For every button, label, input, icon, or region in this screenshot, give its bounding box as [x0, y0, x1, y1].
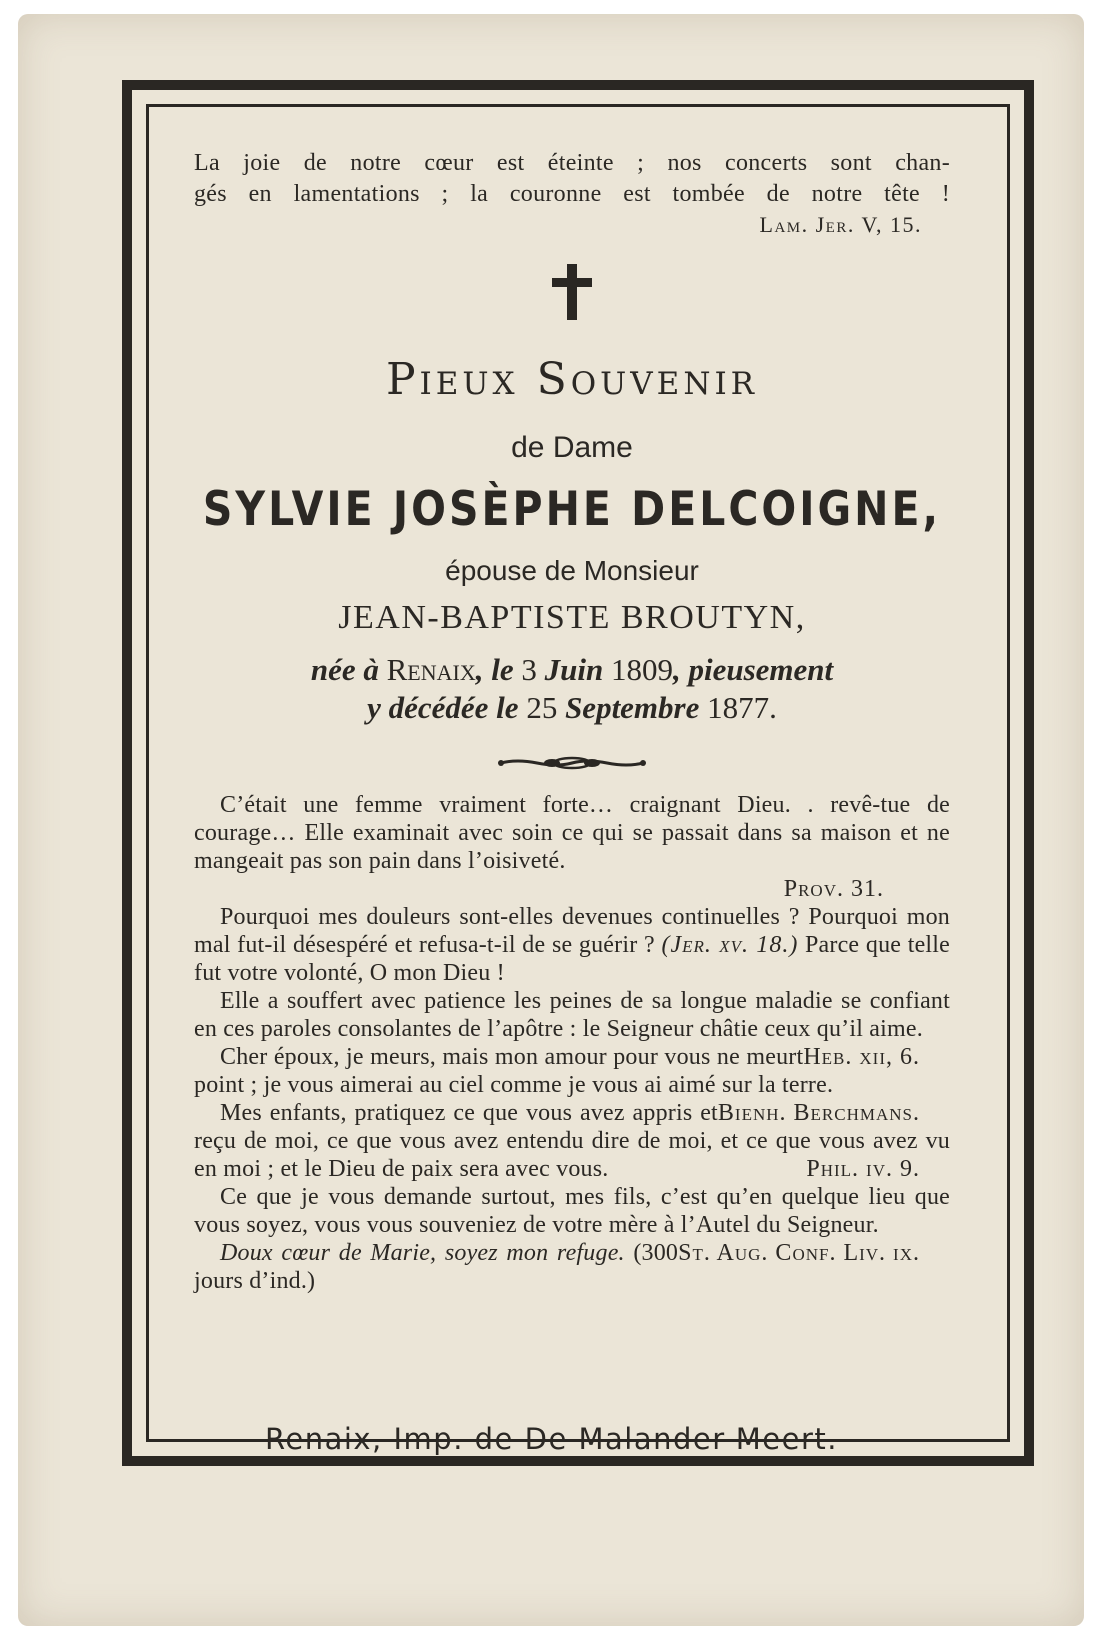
- passage-2-reference: (Jer. xv. 18.): [661, 932, 799, 958]
- indulgence-note: (300 jours d’ind.): [194, 1240, 679, 1294]
- passage-4-text: Cher époux, je meurs, mais mon amour pour vous ne meurt point ; je vous aimerai au ciel comme je vous ai aimé sur la terre.: [194, 1044, 834, 1098]
- ornament-divider-icon: [497, 755, 647, 771]
- death-year: 1877.: [707, 690, 777, 725]
- passage-3-reference: Heb. xii, 6.: [803, 1044, 920, 1070]
- spouse-intro: épouse de Monsieur: [445, 555, 699, 586]
- passage-1: [194, 791, 950, 903]
- epigraph-line-1: La joie de notre cœur est éteinte ; nos concerts sont chan-: [194, 150, 950, 176]
- passage-4-reference: Bienh. Berchmans.: [717, 1100, 920, 1126]
- death-day: 25: [526, 690, 558, 725]
- passage-3-text: Elle a souffert avec patience les peines de sa longue maladie se confiant en ces paroles consolantes de l’apôtre : le Seigneur châtie ceux qu’il aime.: [194, 988, 950, 1042]
- birth-death-dates: [194, 651, 950, 727]
- death-month: Septembre: [565, 690, 700, 725]
- birth-day: 3: [521, 652, 537, 687]
- card-content: [194, 148, 950, 1295]
- cross-icon: [552, 264, 592, 320]
- birth-le: , le: [475, 652, 514, 687]
- passage-5-text: Mes enfants, pratiquez ce que vous avez appris et reçu de moi, ce que vous avez entendu dire de moi, et ce que vous avez vu en moi ; et le Dieu de paix sera avec vous.: [194, 1100, 950, 1182]
- birth-pieusement: , pieusement: [672, 652, 834, 687]
- passage-1-reference: Prov. 31.: [783, 876, 884, 902]
- memorial-card: [18, 14, 1084, 1626]
- passage-2: [194, 903, 950, 987]
- mourning-border: [122, 80, 1034, 1466]
- passage-2-text: Pourquoi mes douleurs sont-elles devenues continuelles ? Pourquoi mon mal fut-il désespéré et refusa-t-il de se guérir ?: [194, 904, 950, 958]
- passage-6-text: Ce que je vous demande surtout, mes fils, c’est qu’en quelque lieu que vous soyez, vous vous souveniez de votre mère à l’Autel du Seigneur.: [194, 1184, 950, 1238]
- birth-place: Renaix: [386, 652, 476, 687]
- birth-prefix: née à: [310, 652, 379, 687]
- death-prefix: y décédée le: [367, 690, 519, 725]
- passage-5-reference: Phil. iv. 9.: [806, 1156, 920, 1182]
- birth-year: 1809: [610, 652, 673, 687]
- page-title: Pieux Souvenir: [385, 354, 759, 405]
- scripture-passages: [194, 791, 950, 1295]
- epigraph-line-2: gés en lamentations ; la couronne est tombée de notre tête !: [194, 181, 950, 207]
- husband-name: JEAN-BAPTISTE BROUTYN,: [338, 599, 806, 636]
- deceased-name: SYLVIE JOSÈPHE DELCOIGNE,: [202, 481, 942, 537]
- birth-month: Juin: [544, 652, 604, 687]
- printer-imprint: Renaix, Imp. de De Malander-Meert.: [265, 1422, 838, 1456]
- prayer-text: Doux cœur de Marie, soyez mon refuge.: [220, 1240, 625, 1266]
- passage-6-reference: St. Aug. Conf. Liv. ix.: [678, 1240, 920, 1266]
- passage-1-text: C’était une femme vraiment forte… craignant Dieu. . revê-tue de courage… Elle examinait avec soin ce qui se passait dans sa maison et ne mangeait pas son pain dans l’oisiveté.: [194, 792, 950, 874]
- passage-3: [194, 987, 950, 1070]
- epigraph-reference: Lam. Jer. V, 15.: [759, 212, 922, 237]
- passage-2-tail: Parce que telle fut votre volonté, O mon Dieu !: [194, 932, 951, 986]
- de-dame-line: de Dame: [511, 431, 633, 464]
